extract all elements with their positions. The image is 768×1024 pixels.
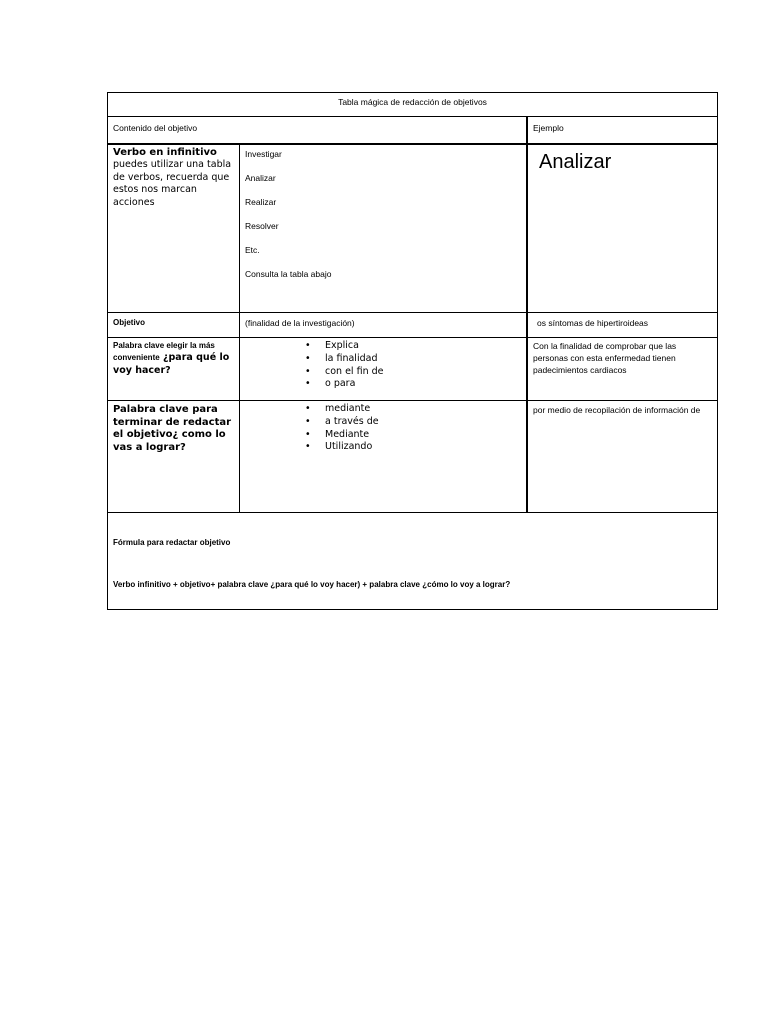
method-option: • Mediante	[245, 429, 521, 442]
method-row	[107, 401, 718, 513]
verb-list	[245, 148, 521, 280]
formula-heading: Fórmula para redactar objetivo	[113, 538, 231, 547]
verb-item: Etc.	[245, 245, 260, 255]
purpose-option: • la finalidad	[245, 353, 521, 366]
objective-middle: (finalidad de la investigación)	[240, 313, 528, 337]
purpose-options	[245, 340, 521, 391]
method-options	[245, 403, 521, 454]
table-header-row	[107, 117, 718, 145]
purpose-option: • o para	[245, 378, 521, 391]
purpose-label-small: Palabra clave elegir la más conveniente	[113, 341, 215, 362]
verb-item: Realizar	[245, 197, 277, 207]
purpose-option: • con el fin de	[245, 366, 521, 379]
method-option: • a través de	[245, 416, 521, 429]
verb-list-cell	[240, 145, 528, 312]
verb-item: Investigar	[245, 149, 282, 159]
formula-text: Verbo infinitivo + objetivo+ palabra clave ¿para qué lo voy hacer) + palabra clave ¿cómo lo voy a lograr?	[113, 580, 511, 589]
purpose-label-cell	[108, 338, 240, 400]
purpose-options-cell	[240, 338, 528, 400]
objective-example: os síntomas de hipertiroideas	[537, 318, 649, 328]
table-title: Tabla mágica de redacción de objetivos	[338, 97, 487, 107]
header-contenido: Contenido del objetivo	[108, 117, 528, 143]
objective-label: Objetivo	[108, 313, 240, 337]
objectives-table	[107, 92, 718, 610]
verb-label-bold: Verbo en infinitivo	[113, 147, 217, 158]
formula-cell	[108, 513, 717, 609]
verb-example-cell	[528, 145, 717, 312]
purpose-label-big: ¿para qué lo voy hacer?	[113, 352, 230, 376]
objective-row	[107, 313, 718, 338]
verb-example: Analizar	[539, 151, 612, 173]
formula-row	[107, 513, 718, 610]
verb-item: Consulta la tabla abajo	[245, 269, 332, 279]
verb-item: Resolver	[245, 221, 279, 231]
verb-label-cell	[108, 145, 240, 312]
method-example: por medio de recopilación de información de	[533, 405, 701, 415]
method-options-cell	[240, 401, 528, 512]
verb-label-rest: puedes utilizar una tabla de verbos, recuerda que estos nos marcan acciones	[113, 159, 232, 208]
method-option: • mediante	[245, 403, 521, 416]
verb-row	[107, 145, 718, 313]
purpose-row	[107, 338, 718, 401]
header-ejemplo: Ejemplo	[533, 123, 564, 133]
table-title-row	[107, 92, 718, 117]
method-label: Palabra clave para terminar de redactar el objetivo¿ como lo vas a lograr?	[108, 401, 240, 512]
purpose-example: Con la finalidad de comprobar que las personas con esta enfermedad tienen padecimientos cardiacos	[533, 341, 677, 375]
purpose-option: • Explica	[245, 340, 521, 353]
verb-item: Analizar	[245, 173, 276, 183]
method-option: • Utilizando	[245, 441, 521, 454]
